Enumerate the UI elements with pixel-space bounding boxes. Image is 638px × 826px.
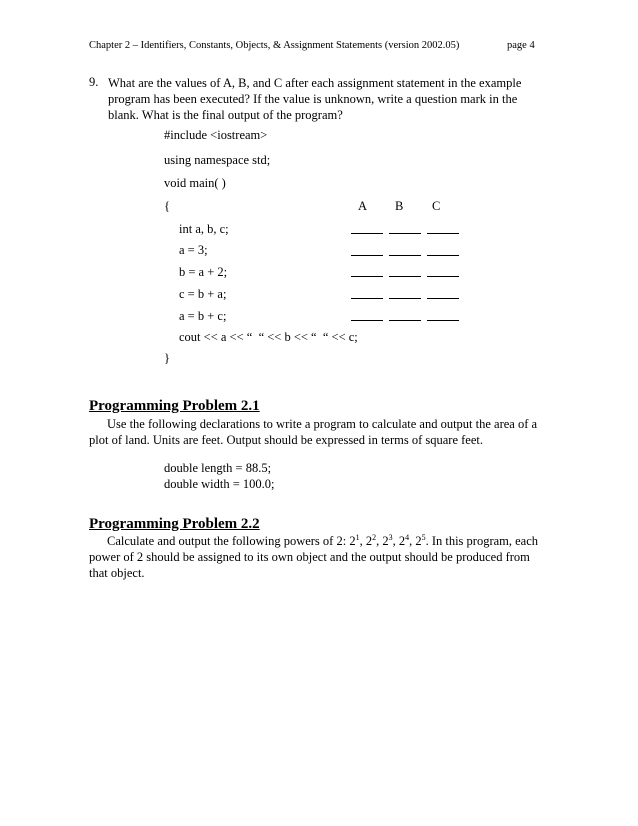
question-number: 9. [89,75,99,89]
answer-blank[interactable] [351,320,383,321]
code-namespace: using namespace std; [164,153,271,167]
answer-blank[interactable] [427,320,459,321]
column-header-a: A [358,199,368,213]
code-assign-c: c = b + a; [179,287,227,301]
code-assign-b: b = a + 2; [179,265,228,279]
decl-width: double width = 100.0; [164,477,275,491]
code-include: #include <iostream> [164,128,268,142]
code-cout: cout << a << “ “ << b << “ “ << c; [179,330,358,344]
code-open-brace: { [164,199,170,213]
code-assign-a: a = 3; [179,243,208,257]
code-reassign-a: a = b + c; [179,309,227,323]
column-header-c: C [432,199,441,213]
power-term: $2^1$, [349,533,366,548]
code-declaration: int a, b, c; [179,222,229,236]
problem-2-2-text-end: . In this program, each power of 2 should be assigned to its own object and the output should be produced from that object. [89,534,539,580]
answer-blank[interactable] [351,276,383,277]
answer-blank[interactable] [389,233,421,234]
answer-blank[interactable] [427,298,459,299]
power-term: $2^2$, [365,533,383,548]
answer-blank[interactable] [351,298,383,299]
problem-2-2-text [89,533,545,581]
decl-length: double length = 88.5; [164,461,272,475]
answer-blank[interactable] [351,255,383,256]
power-term: $2^3$, [382,533,399,548]
answer-blank[interactable] [351,233,383,234]
answer-blank[interactable] [427,276,459,277]
problem-2-1-title: Programming Problem 2.1 [89,398,260,414]
code-main: void main( ) [164,176,226,190]
answer-blank[interactable] [427,233,459,234]
page-number: page 4 [507,40,535,51]
answer-blank[interactable] [427,255,459,256]
header-title: Chapter 2 – Identifiers, Constants, Objects, & Assignment Statements (version 2002.05) [89,40,460,51]
problem-2-2-title: Programming Problem 2.2 [89,516,260,532]
answer-blank[interactable] [389,255,421,256]
column-header-b: B [395,199,404,213]
answer-blank[interactable] [389,276,421,277]
question-text: What are the values of A, B, and C after each assignment statement in the example program has been executed? If the value is unknown, write a question mark in the blank. What is the final output of the program? [108,76,522,122]
problem-2-2-text-start: Calculate and output the following powers of 2: [107,534,350,548]
problem-2-1-text: Use the following declarations to write a program to calculate and output the area of a plot of land. Units are feet. Output should be expressed in terms of square feet. [89,417,538,447]
code-close-brace: } [164,351,170,365]
answer-blank[interactable] [389,298,421,299]
power-term: $2^4$, [398,533,416,548]
answer-blank[interactable] [389,320,421,321]
power-term: $2^5$ [415,533,426,548]
